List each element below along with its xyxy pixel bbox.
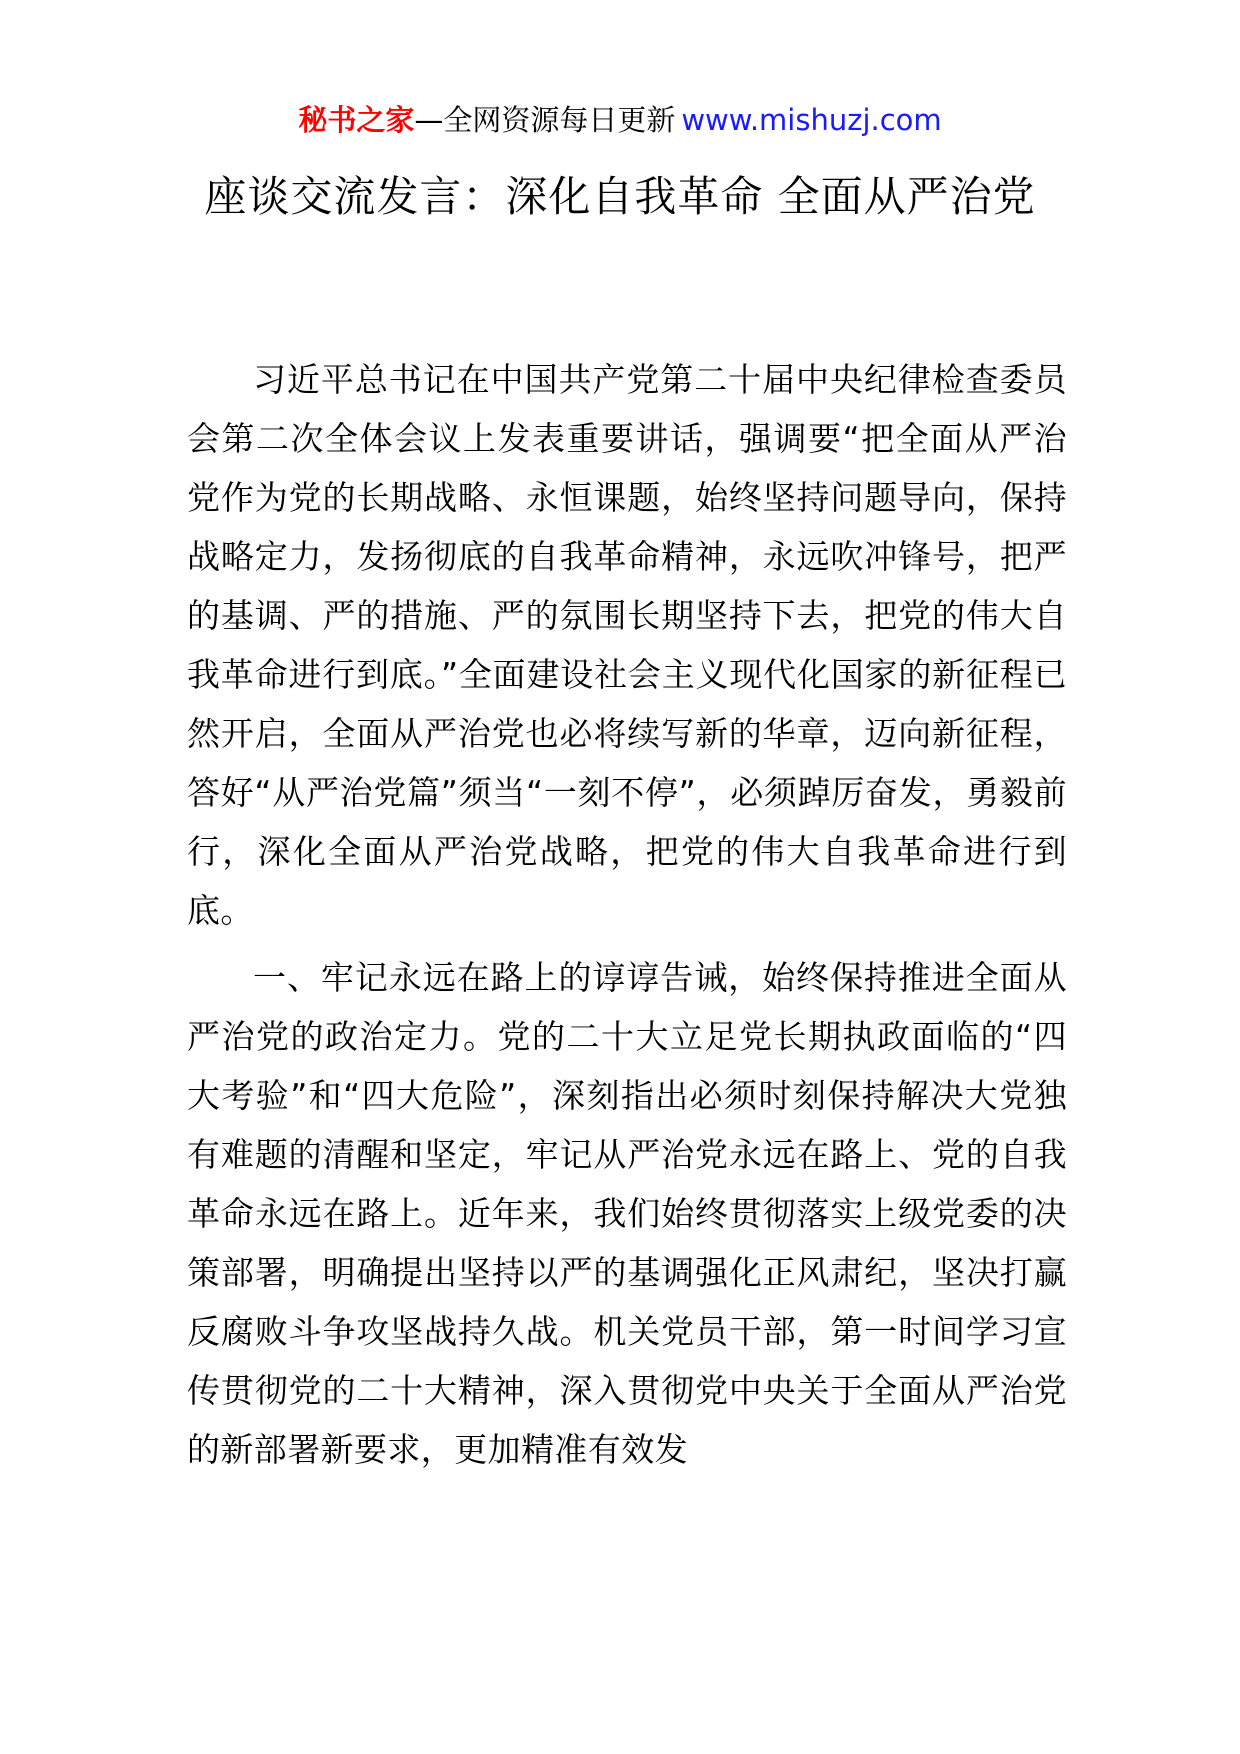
section-1-paragraph (187, 948, 1067, 1479)
section-1-heading: 一、牢记永远在路上的谆谆告诫，始终保持推进全面从严治党的政治定力。 (187, 958, 1067, 1056)
header-tagline: —全网资源每日更新 (414, 103, 676, 137)
document-title: 座谈交流发言：深化自我革命 全面从严治党 (204, 172, 1036, 221)
site-url-link[interactable]: www.mishuzj.com (681, 103, 942, 137)
document-body (187, 350, 1067, 1479)
intro-paragraph: 习近平总书记在中国共产党第二十届中央纪律检查委员会第二次全体会议上发表重要讲话，强调要“把全面从严治党作为党的长期战略、永恒课题，始终坚持问题导向，保持战略定力，发扬彻底的自我革命精神，永远吹冲锋号，把严的基调、严的措施、严的氛围长期坚持下去，把党的伟大自我革命进行到底。”全面建设社会主义现代化国家的新征程已然开启，全面从严治党也必将续写新的华章，迈向新征程，答好“从严治党篇”须当“一刻不停”，必须踔厉奋发，勇毅前行，深化全面从严治党战略，把党的伟大自我革命进行到底。 (187, 360, 1067, 930)
watermark-header (0, 100, 1240, 140)
section-1-text: 党的二十大立足党长期执政面临的“四大考验”和“四大危险”，深刻指出必须时刻保持解决大党独有难题的清醒和坚定，牢记从严治党永远在路上、党的自我革命永远在路上。近年来，我们始终贯彻落实上级党委的决策部署，明确提出坚持以严的基调强化正风肃纪，坚决打赢反腐败斗争攻坚战持久战。机关党员干部，第一时间学习宣传贯彻党的二十大精神，深入贯彻党中央关于全面从严治党的新部署新要求，更加精准有效发 (187, 1017, 1067, 1469)
brand-name: 秘书之家 (298, 103, 415, 137)
